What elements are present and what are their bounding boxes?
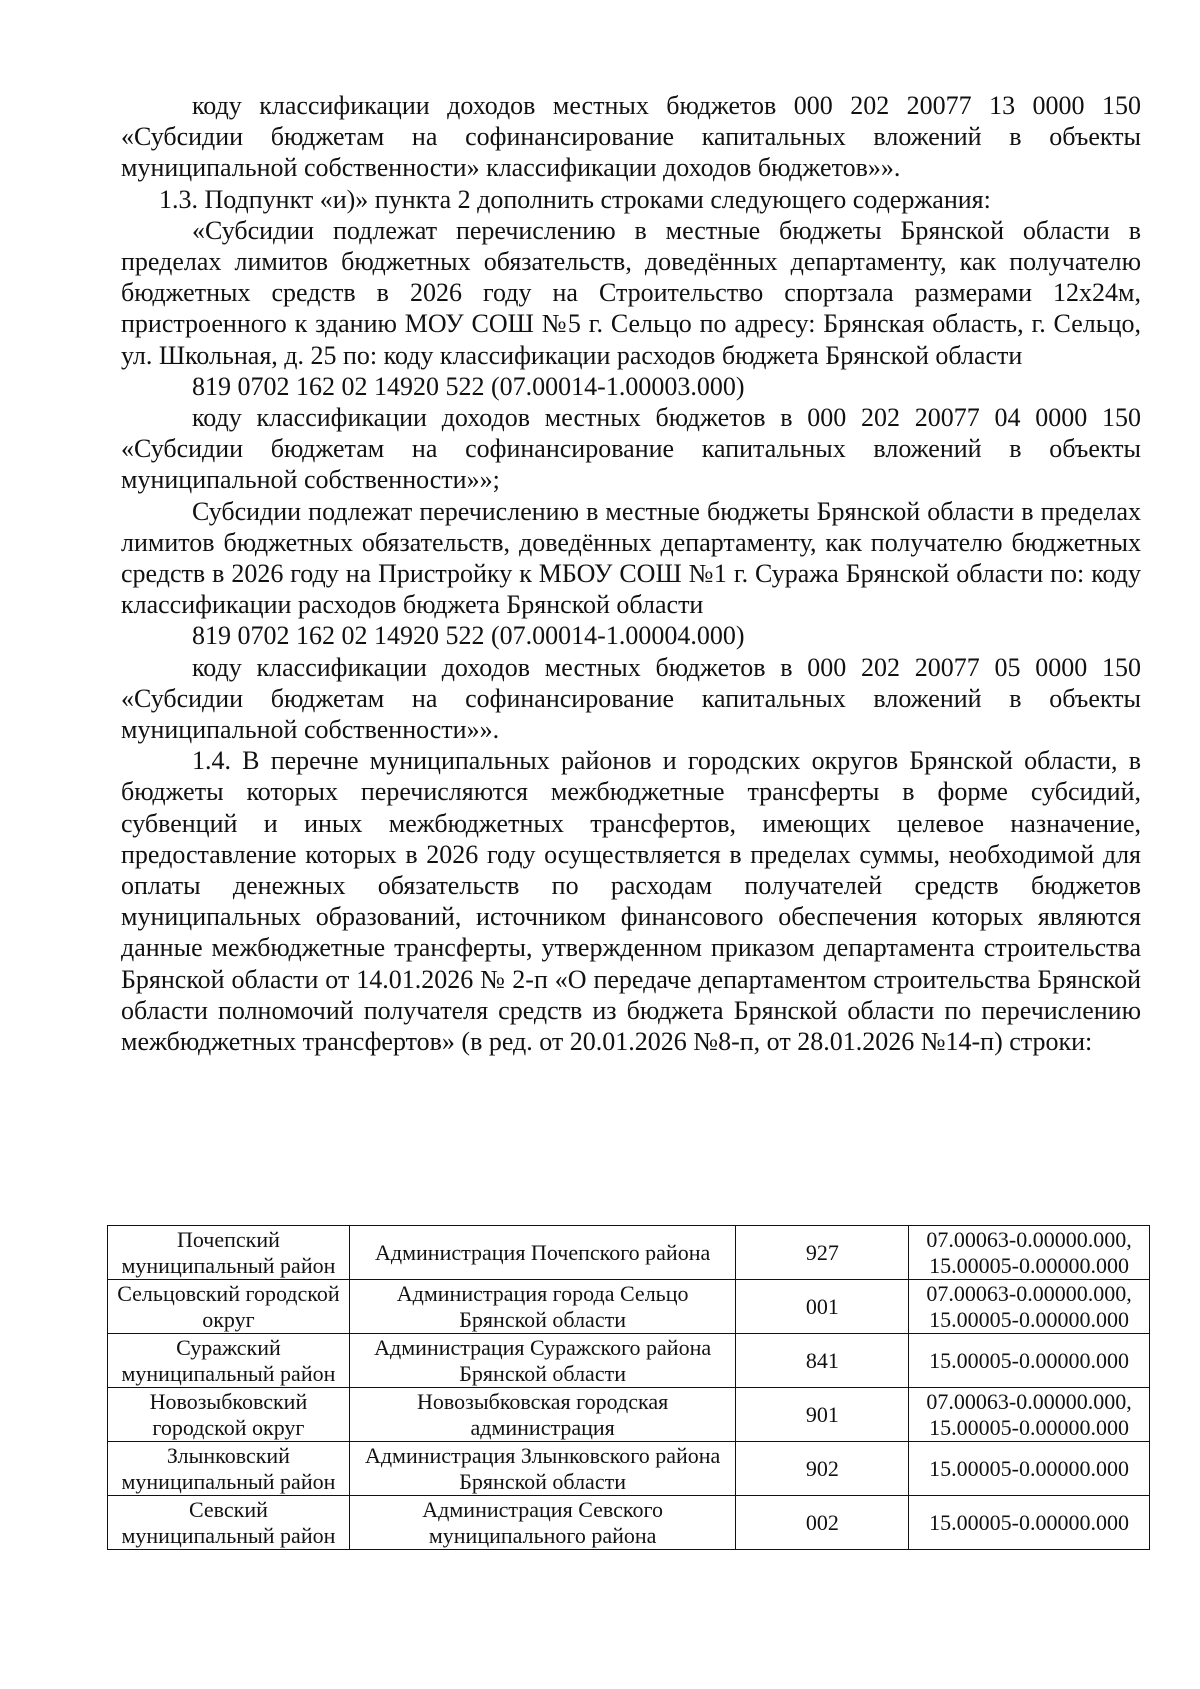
- table-row: [108, 1496, 1150, 1550]
- paragraph-income-code-13: кодy классификации доходов местных бюджетов 000 202 20077 13 0000 150 «Субсидии бюджетам на софинансирование капитальных вложений в объекты муниципальной собственности» классификации доходов бюджетов»».: [121, 91, 1141, 183]
- expense-code-surazh: 819 0702 162 02 14920 522 (07.00014-1.00004.000): [192, 621, 745, 651]
- paragraph-subsidy-surazh: Субсидии подлежат перечислению в местные бюджеты Брянской области в пределах лимитов бюджетных обязательств, доведённых департаменту, как получателю бюджетных средств в 2026 году на Пристройку к МБОУ СОШ №1 г. Суража Брянской области по: коду классификации расходов бюджета Брянской области: [121, 496, 1141, 620]
- cell-classifiers: 07.00063-0.00000.000, 15.00005-0.00000.000: [909, 1388, 1150, 1442]
- cell-municipality: Новозыбковский городской округ: [108, 1388, 350, 1442]
- cell-municipality: Севский муниципальный район: [108, 1496, 350, 1550]
- cell-classifiers: 07.00063-0.00000.000, 15.00005-0.00000.000: [909, 1280, 1150, 1334]
- paragraph-1-3: 1.3. Подпункт «и)» пункта 2 дополнить строками следующего содержания:: [159, 184, 991, 214]
- cell-municipality: Суражский муниципальный район: [108, 1334, 350, 1388]
- cell-administration: Новозыбковская городская администрация: [349, 1388, 736, 1442]
- table-row: [108, 1442, 1150, 1496]
- cell-administration: Администрация Суражского района Брянской области: [349, 1334, 736, 1388]
- table-row: [108, 1280, 1150, 1334]
- document-body: [121, 90, 1141, 1057]
- cell-classifiers: 07.00063-0.00000.000, 15.00005-0.00000.000: [909, 1226, 1150, 1280]
- table-row: [108, 1226, 1150, 1280]
- cell-administration: Администрация Почепского района: [349, 1226, 736, 1280]
- cell-classifiers: 15.00005-0.00000.000: [909, 1496, 1150, 1550]
- paragraph-1-4: 1.4. В перечне муниципальных районов и городских округов Брянской области, в бюджеты которых перечисляются межбюджетные трансферты в форме субсидий, субвенций и иных межбюджетных трансфертов, имеющих целевое назначение, предоставление которых в 2026 году осуществляется в пределах суммы, необходимой для оплаты денежных обязательств по расходам получателей средств бюджетов муниципальных образований, источником финансового обеспечения которых являются данные межбюджетные трансферты, утвержденном приказом департамента строительства Брянской области от 14.01.2026 № 2-п «О передаче департаментом строительства Брянской области полномочий получателя средств из бюджета Брянской области по перечислению межбюджетных трансфертов» (в ред. от 20.01.2026 №8-п, от 28.01.2026 №14-п) строки:: [121, 746, 1141, 1057]
- cell-code: 001: [736, 1280, 909, 1334]
- cell-code: 901: [736, 1388, 909, 1442]
- expense-code-seltso: 819 0702 162 02 14920 522 (07.00014-1.00003.000): [192, 371, 745, 401]
- cell-municipality: Злынковский муниципальный район: [108, 1442, 350, 1496]
- cell-code: 902: [736, 1442, 909, 1496]
- cell-classifiers: 15.00005-0.00000.000: [909, 1442, 1150, 1496]
- cell-classifiers: 15.00005-0.00000.000: [909, 1334, 1150, 1388]
- table-row: [108, 1388, 1150, 1442]
- cell-code: 841: [736, 1334, 909, 1388]
- paragraph-subsidy-seltso: «Субсидии подлежат перечислению в местные бюджеты Брянской области в пределах лимитов бюджетных обязательств, доведённых департаменту, как получателю бюджетных средств в 2026 году на Строительство спортзала размерами 12х24м, пристроенного к зданию МОУ СОШ №5 г. Сельцо по адресу: Брянская область, г. Сельцо, ул. Школьная, д. 25 по: коду классификации расходов бюджета Брянской области: [121, 215, 1141, 370]
- paragraph-income-code-05: коду классификации доходов местных бюджетов в 000 202 20077 05 0000 150 «Субсидии бюджетам на софинансирование капитальных вложений в объекты муниципальной собственности»».: [121, 652, 1141, 745]
- paragraph-income-code-04: коду классификации доходов местных бюджетов в 000 202 20077 04 0000 150 «Субсидии бюджетам на софинансирование капитальных вложений в объекты муниципальной собственности»»;: [121, 403, 1141, 495]
- cell-administration: Администрация Севского муниципального района: [349, 1496, 736, 1550]
- table-row: [108, 1334, 1150, 1388]
- cell-code: 927: [736, 1226, 909, 1280]
- transfers-table: [107, 1225, 1150, 1550]
- cell-municipality: Почепский муниципальный район: [108, 1226, 350, 1280]
- cell-municipality: Сельцовский городской округ: [108, 1280, 350, 1334]
- cell-administration: Администрация города Сельцо Брянской области: [349, 1280, 736, 1334]
- cell-administration: Администрация Злынковского района Брянской области: [349, 1442, 736, 1496]
- cell-code: 002: [736, 1496, 909, 1550]
